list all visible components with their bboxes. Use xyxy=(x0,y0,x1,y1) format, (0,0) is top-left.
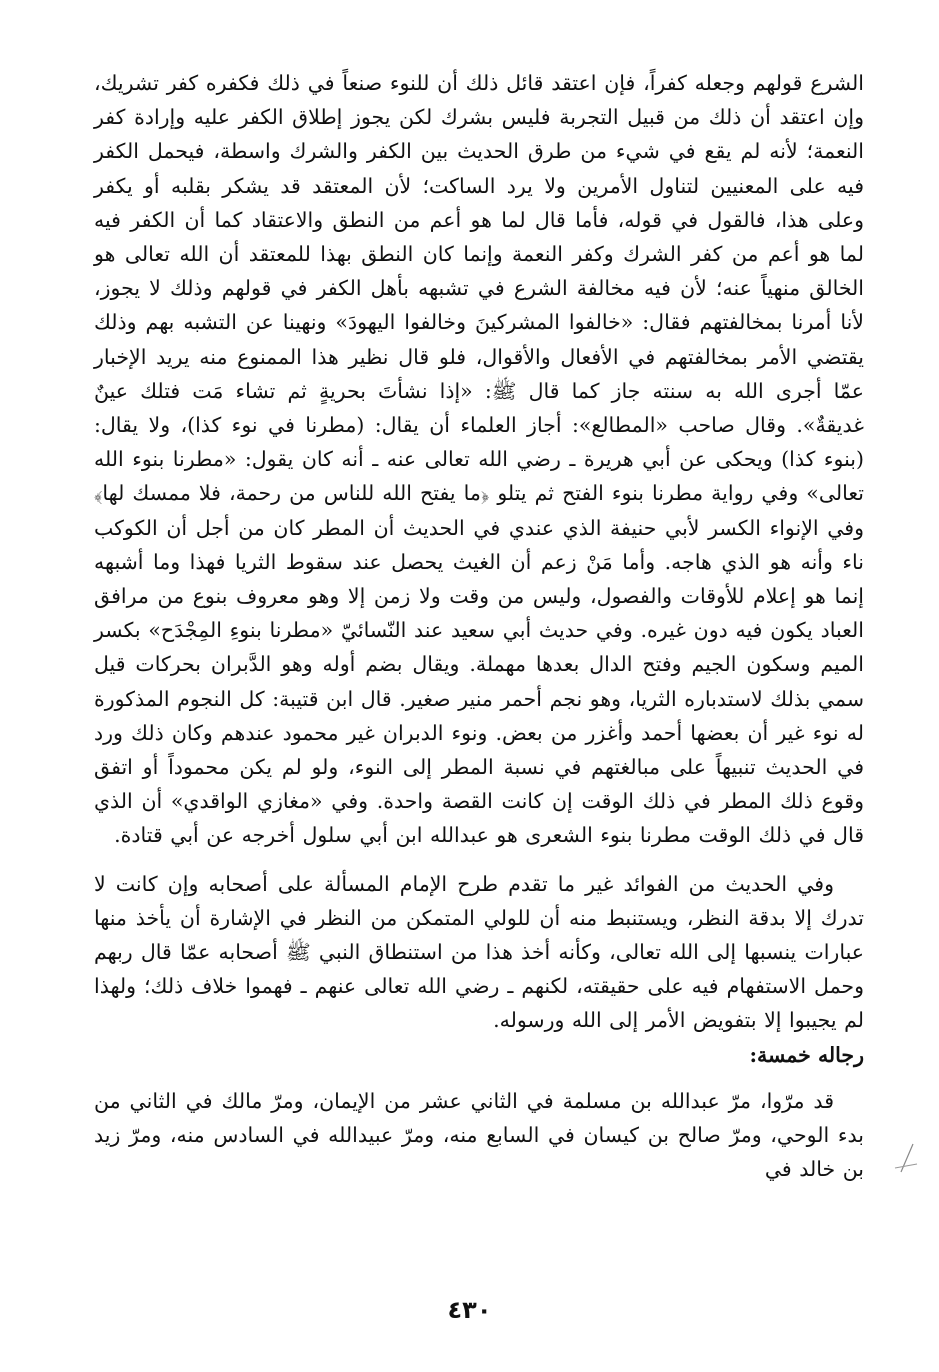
page-number: ٤٣٠ xyxy=(447,1296,492,1324)
paragraph-commentary: الشرع قولهم وجعله كفراً، فإن اعتقد قائل ذلك أن للنوء صنعاً في ذلك فكفره كفر تشريك، وإن اعتقد أن ذلك من قبيل التجربة فليس بشرك لكن يجوز إطلاق الكفر عليه وإرادة كفر النعمة؛ لأنه لم يقع في شيء من طرق الحديث بين الكفر والشرك واسطة، فيحمل الكفر فيه على المعنيين لتناول الأمرين ولا يرد الساكت؛ لأن المعتقد قد يشكر بقلبه أو يكفر وعلى هذا، فالقول في قوله، فأما قال لما هو أعم من النطق والاعتقاد كما أن الكفر فيه لما هو أعم من كفر الشرك وكفر النعمة وإنما كان النطق بهذا للمعتقد أن الله تعالى هو الخالق منهياً عنه؛ لأن فيه مخالفة الشرع في تشبهه بأهل الكفر في قولهم وذلك لا يجوز، لأنا أمرنا بمخالفتهم فقال: «خالفوا المشركينَ وخالفوا اليهودَ» ونهينا عن التشبه بهم وذلك يقتضي الأمر بمخالفتهم في الأفعال والأقوال، فلو قال نظير هذا الممنوع منه يريد الإخبار عمّا أجرى الله به سنته جاز كما قال ﷺ: «إذا نشأتَ بحريةٍ ثم تشاء مَت فتلك عينٌ غديقةٌ». وقال صاحب «المطالع»: أجاز العلماء أن يقال: (مطرنا في نوء كذا)، ولا يقال: (بنوء كذا) ويحكى عن أبي هريرة ـ رضي الله تعالى عنه ـ أنه كان يقول: «مطرنا بنوء الله تعالى» وفي رواية مطرنا بنوء الفتح ثم يتلو ﴿ما يفتح الله للناس من رحمة، فلا ممسك لها﴾ وفي الإنواء الكسر لأبي حنيفة الذي عندي في الحديث أن المطر كان من أجل أن الكوكب ناء وأنه هو الذي هاجه. وأما مَنْ زعم أن الغيث يحصل عند سقوط الثريا فهذا وما أشبهه إنما هو إعلام للأوقات والفصول، وليس من وقت ولا زمن إلا وهو معروف بنوع من مرافق العباد يكون فيه دون غيره. وفي حديث أبي سعيد عند النّسائيّ «مطرنا بنوءِ المِجْدَح» بكسر الميم وسكون الجيم وفتح الدال بعدها مهملة. ويقال بضم أوله وهو الدَّبران بحركات قيل سمي بذلك لاستدباره الثريا، وهو نجم أحمر منير صغير. قال ابن قتيبة: كل النجوم المذكورة له نوء غير أن بعضها أحمد وأغزر من بعض. ونوء الدبران غير محمود عندهم وكان ذلك ورد في الحديث تنبيهاً على مبالغتهم في نسبة المطر إلى النوء، ولو لم يكن محموداً أو اتفق وقوع ذلك المطر في ذلك الوقت إن كانت القصة واحدة. وفي «مغازي الواقدي» أن الذي قال في ذلك الوقت مطرنا بنوء الشعرى هو عبدالله ابن أبي سلول أخرجه عن أبي قتادة. xyxy=(94,71,864,848)
margin-pen-mark xyxy=(891,1140,923,1180)
paragraph-benefits: وفي الحديث من الفوائد غير ما تقدم طرح الإمام المسألة على أصحابه وإن كانت لا تدرك إلا بدقة النظر، ويستنبط منه أن للولي المتمكن من النظر في الإشارة أن يأخذ منها عبارات ينسبها إلى الله تعالى، وكأنه أخذ هذا من استنطاق النبي ﷺ أصحابه عمّا قال ربهم وحمل الاستفهام فيه على حقيقته، لكنهم ـ رضي الله تعالى عنهم ـ فهموا خلاف ذلك؛ ولهذا لم يجيبوا إلا بتفويض الأمر إلى الله ورسوله. xyxy=(94,871,864,1033)
paragraph-narrators: قد مرّوا، مرّ عبدالله بن مسلمة في الثاني عشر من الإيمان، ومرّ مالك في الثاني من بدء الوحي، ومرّ صالح بن كيسان في السابع منه، ومرّ عبيدالله في السادس منه، ومرّ زيد بن خالد في xyxy=(94,1088,864,1182)
section-heading: رجاله خمسة: xyxy=(749,1042,864,1067)
page-body xyxy=(94,66,864,1186)
